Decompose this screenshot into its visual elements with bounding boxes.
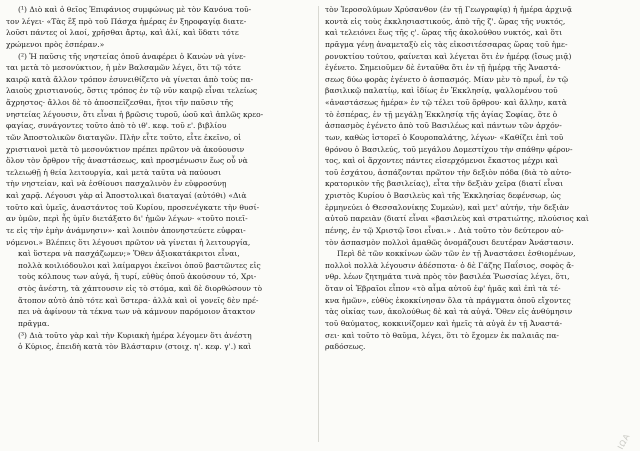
text-line: τελειωθῇ ἡ θεία λειτουργία, καὶ μετὰ ταῦτα νὰ παύουσι bbox=[6, 167, 222, 177]
text-line: αν ὑμῶν, περὶ ἧς ὑμῖν διετάξατο δι' ἡμῶν λέγων· «τοῦτο ποιεῖ- bbox=[6, 214, 248, 224]
text-line: Περὶ δὲ τῶν κοκκίνων ὠῶν τῶν ἐν τῇ Ἀναστάσει ἐσθιομένων, bbox=[337, 249, 576, 259]
text-line: νηστείας λέγουσιν, ὅτι εἶναι ἡ βρῶσις τυροῦ, ὠοῦ καὶ ἁπλῶς κρεο- bbox=[6, 109, 264, 119]
text-line: τος, καὶ οἱ ἄρχοντες πάντες εἰσερχόμενοι ἕκαστος μέχρι καὶ bbox=[325, 156, 559, 166]
text-line: τοῦ θαύματος, κοκκινίζομεν καὶ ἡμεῖς τὰ αὐγὰ ἐν τῇ Ἀναστά- bbox=[325, 318, 563, 328]
text-line: ἀσπασμὸς ἐγένετο ἀπὸ τοῦ Βασιλέως καὶ πάντων τῶν ἀρχόν- bbox=[325, 121, 562, 131]
text-line: σει· καὶ τοῦτο τὸ θαῦμα, λέγει, ὅτι τὸ ἔχομεν ἐκ παλαιᾶς πα- bbox=[325, 330, 559, 340]
text-line: τοὺς κόλπους των αὐγά, ἢ τυρί, εὐθὺς ὁποῦ ἀκούσουν τό, Χρι- bbox=[18, 272, 257, 282]
text-line: τοῦ ἐσχάτου, ἀσπάζονται πρῶτον τὴν δεξιὸν πόδα (διὰ τὸ αὐτο- bbox=[325, 167, 572, 177]
text-line: σεως δύω φορὰς ἐγένετο ὁ ἀσπασμός. Μίαν μὲν τὸ πρωΐ, ἐν τῷ bbox=[325, 74, 568, 84]
text-line: τῶν Ἀποστολικῶν διαταγῶν. Πλὴν εἶτε τοῦτο, εἶτε ἐκεῖνο, οἱ bbox=[6, 132, 242, 142]
text-line: πένης, ἐν τῷ Χριστῷ ἴσοι εἶναι.» . Διὰ τοῦτο τὸν δεύτερον αὐ- bbox=[325, 225, 564, 235]
text-line: ὅταν οἱ Ἑβραῖοι εἶπον «τὸ αἷμα αὐτοῦ ἐφ' ἡμᾶς καὶ ἐπὶ τὰ τέ- bbox=[325, 284, 561, 293]
text-line: (³) Διὰ τοῦτο γὰρ καὶ τὴν Κυριακὴ ἡμέρα λέγομεν ὅτι ἀνέστη bbox=[18, 330, 252, 340]
text-line: τὰς οἰκίας των, ἀκολούθως δὲ καὶ τὰ αὐγά. Ὅθεν εἰς ἀνθύμησιν bbox=[325, 307, 573, 317]
text-line: (¹) Διὸ καὶ ὁ θεῖος Ἐπιφάνιος συμφώνως μὲ τὸν Κανόνα τοῦ- bbox=[18, 5, 252, 14]
text-line: ὁ Κύριος, ἐπειδὴ κατὰ τὸν Βλάσταριν (στοιχ. η'. κεφ. γ'.) καὶ bbox=[18, 342, 252, 352]
text-line: βασιλικῷ παλατίῳ, καὶ ἰδίως ἐν Ἐκκλησίᾳ, ψαλλομένου τοῦ bbox=[325, 86, 558, 96]
text-line: των, καθὼς ἱστορεῖ ὁ Κουροπαλάτης, λέγων· «Καθίζει ἐπὶ τοῦ bbox=[325, 132, 564, 142]
text-line: ὅλον τὸν ὄρθρον τῆς ἀναστάσεως, καὶ προσμένωσιν ἕως οὗ νὰ bbox=[6, 156, 248, 166]
text-line: λαιοὺς χριστιανούς, ὅστις τρόπος ἐν τῷ νῦν καιρῷ εἶναι τελείως bbox=[6, 86, 258, 96]
right-column bbox=[325, 4, 634, 353]
text-line: ἄτοπον αὐτὸ ἀπὸ τότε καὶ ὕστερα· ἀλλὰ καὶ οἱ γονεῖς δὲν πρέ- bbox=[18, 295, 259, 305]
text-line: κοντὰ εἰς τοὺς ἐκκλησιαστικούς, ἀπὸ τῆς ζ'. ὥρας τῆς νυκτός, bbox=[325, 16, 566, 26]
text-line: (²) Ἡ παῦσις τῆς νηστείας ὁποῦ ἀναφέρει ὁ Κανὼν νὰ γίνε- bbox=[18, 51, 246, 61]
text-line: πει νὰ ἀφίνουν τὰ τέκνα των νὰ κάμνουν παρόμοιον ἄτακτον bbox=[18, 307, 256, 317]
library-stamp: ΙΩΑ bbox=[616, 431, 632, 451]
text-line: καὶ τελειόνει ἕως τῆς ς'. ὥρας τῆς ἀκολούθου νυκτός, καὶ ὅτι bbox=[325, 28, 563, 38]
text-line: θρόνου ὁ Βασιλεύς, τοῦ μεγάλου Δομεστίχου τὴν σπάθην φέρον- bbox=[325, 144, 573, 154]
text-line: κρατορικὸν τῆς βασιλείας), εἶτα τὴν δεξιὰν χεῖρα (διατί εἶναι bbox=[325, 179, 564, 189]
text-line: τὸ ἑσπέρας, ἐν τῇ μεγάλῃ Ἐκκλησίᾳ τῆς ἁγίας Σοφίας, ὅτε ὁ bbox=[325, 109, 558, 119]
text-line: ραδόσεως. bbox=[325, 342, 366, 352]
text-line: λοῦσι πάντες οἱ λαοί, χρῆσθαι ἄρτῳ, καὶ ἁλί, καὶ ὕδατι τότε bbox=[6, 28, 239, 38]
text-line: τε εἰς τὴν ἐμὴν ἀνάμνησιν»· καὶ λοιπὸν ἀπονηστεύετε εὐφραι- bbox=[6, 225, 246, 235]
text-line: «ἀναστάσεως ἡμέρα» ἐν τῷ τέλει τοῦ ὄρθρου· καὶ ἄλλην, κατὰ bbox=[325, 98, 567, 107]
text-line: χριστιανοὶ μετὰ τὸ μεσονύκτιον πρέπει πρῶτον νὰ ἀκούουσιν bbox=[6, 144, 245, 154]
text-line: χριστὸς Κυρίου ὁ Βασιλεὺς καὶ τῆς Ἐκκλησίας δεφένσωρ, ὡς bbox=[325, 191, 561, 200]
text-line: πρᾶγμα γένῃ ἀναμεταξὺ εἰς τὰς εἰκοσιτέσσαρας ὥρας τοῦ ἡμε- bbox=[325, 39, 568, 49]
text-line: στὸς ἀνέστη, τὰ χάπτουσιν εἰς τὸ στόμα, καὶ δὲ διορθώσουν τὸ bbox=[18, 284, 263, 293]
text-line: κνα ἡμῶν», εὐθὺς ἐκοκκίνησαν ὅλα τὰ πράγματα ὁποῦ εἴχοντες bbox=[325, 295, 571, 305]
text-line: πολλοὶ πολλὰ λέγουσιν ἀδέσποτα· ὁ δὲ Γάζης Παΐσιος, σοφὸς ἄ- bbox=[325, 260, 574, 270]
text-line: καὶ ὕστερα νὰ πασχάζωμεν;» Ὅθεν ἀξιοκατάκριτοι εἶναι, bbox=[18, 249, 240, 259]
text-line: ρονυκτίου τούτου, φαίνεται καὶ λέγεται ὅτι ἐν ἡμέρᾳ (ἴσως μιᾷ) bbox=[325, 51, 572, 61]
column-divider bbox=[318, 6, 319, 442]
text-line: καιρῷ κατὰ ἄλλον τρόπον ἐσυνειθίζετο νὰ γίνεται ἀπὸ τοὺς πα- bbox=[6, 74, 254, 84]
left-column bbox=[6, 4, 311, 353]
text-line: ἑρμηνεύει ὁ Θεσσαλονίκης Συμεών), καὶ μετ' αὐτήν, τὴν δεξιὰν bbox=[325, 202, 570, 212]
text-line: τὸν Ἱεροσολύμων Χρύσανθον (ἐν τῇ Γεωγραφίᾳ) ἡ ἡμέρα ἀρχινᾷ bbox=[325, 5, 572, 14]
text-line: πρᾶγμα. bbox=[18, 318, 50, 328]
text-line: νθρ. λέων ζητημάτα τινὰ πρὸς τὸν βασιλέα Ῥωσσίας λέγει, ὅτι, bbox=[325, 272, 570, 282]
text-line: τὴν νηστείαν, καὶ νὰ ἐσθίουσι πασχαλινὸν ἐν εὐφροσύνῃ bbox=[6, 179, 227, 189]
text-line: ἄχρηστος· ἄλλοι δὲ τὸ ἀποσπεῖζεσθαι, ἤτοι τῆν παῦσιν τῆς bbox=[6, 98, 234, 107]
text-line: ται μετὰ τὸ μεσονύκτιον, ἡ μὲν Βαλσαμῶν λέγει, ὅτι τῷ τότε bbox=[6, 63, 241, 73]
text-line: τὸν ἀσπασμὸν πολλοὶ ἀμαθῶς ὀνομάζουσι δευτέραν Ἀνάστασιν. bbox=[325, 237, 574, 247]
text-line: τοῦτο καὶ ὑμεῖς, ἀναστάντος τοῦ Κυρίου, προσενέγκατε τὴν θυσί- bbox=[6, 202, 260, 212]
text-line: πολλὰ κοιλιόδουλοι καὶ λαίμαργοι ἐκεῖνοι ὁποῦ βαστῶντες εἰς bbox=[18, 260, 261, 270]
text-line: νόμενοι.» Βλέπεις ὅτι λέγουσι πρῶτον νὰ γίνεται ἡ λειτουργία, bbox=[6, 237, 251, 247]
text-line: ἐγένετο. Σημειοῦμεν δὲ ἐνταῦθα ὅτι ἐν τῇ ἡμέρᾳ τῆς Ἀναστά- bbox=[325, 63, 561, 73]
text-line: χρώμενοι πρὸς ἑσπέραν.» bbox=[6, 39, 105, 49]
text-line: φαγίας, συνάγοντες τοῦτο ἀπὸ τὸ ιθ'. κεφ. τοῦ ε'. βιβλίου bbox=[6, 121, 227, 131]
text-line: αὐτοῦ παρειὰν (διατί εἶναι «βασιλεὺς καὶ στρατιώτης, πλούσιος καὶ bbox=[325, 214, 589, 224]
text-line: καὶ χαρᾷ. Λέγουσι γὰρ αἱ Ἀποστολικαὶ διαταγαί (αὐτόθι) «Διὰ bbox=[6, 191, 247, 200]
text-line: τον λέγει· «Τὰς ἓξ πρὸ τοῦ Πάσχα ἡμέρας ἐν ξηροφαγίᾳ διατε- bbox=[6, 16, 247, 26]
